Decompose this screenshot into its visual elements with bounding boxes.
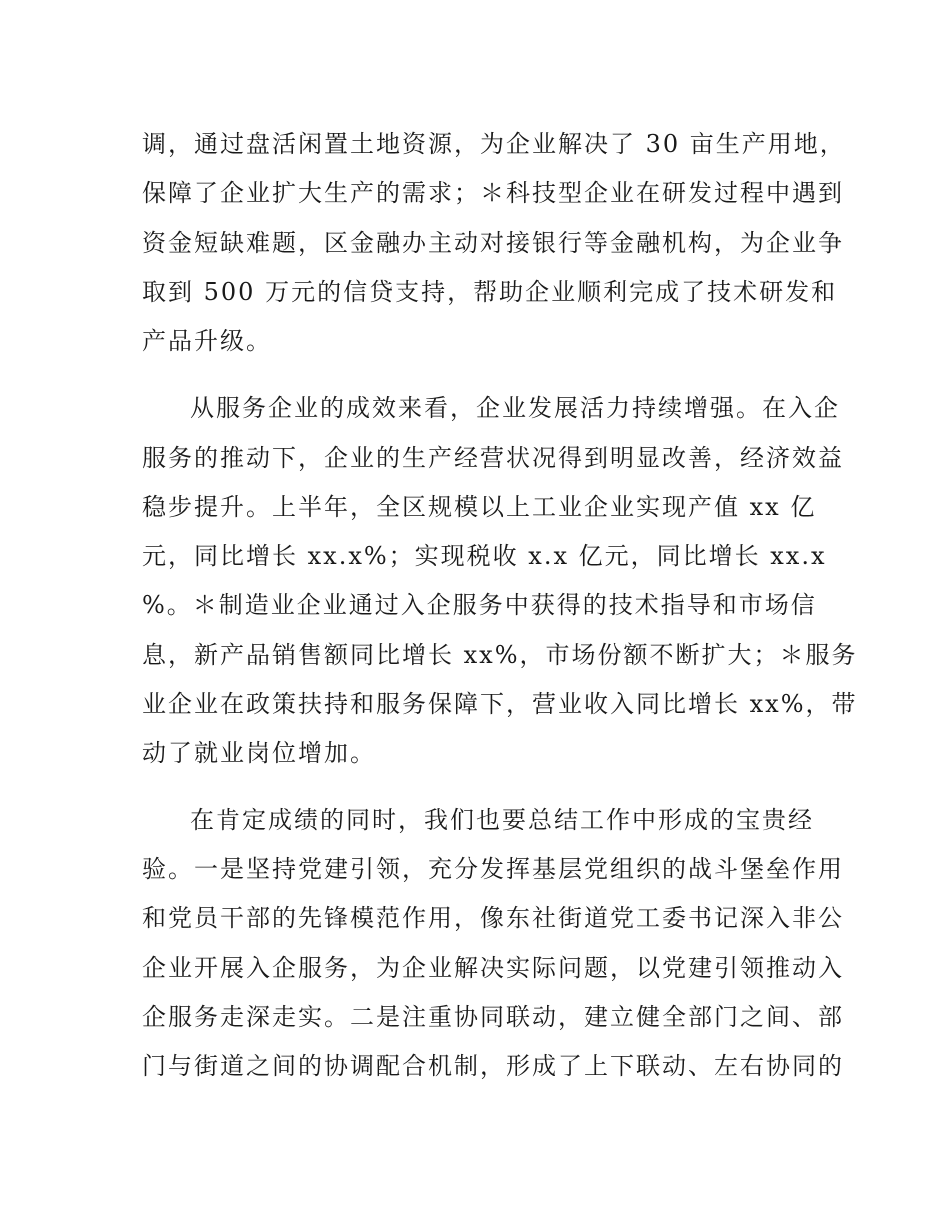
paragraph-2-line-8: 动了就业岗位增加。 [142,739,376,767]
paragraph-3-line-5: 企服务走深走实。二是注重协同联动，建立健全部门之间、部 [142,1003,844,1031]
paragraph-2-line-7: 业企业在政策扶持和服务保障下，营业收入同比增长 xx%，带 [142,690,858,718]
paragraph-1-line-1: 调，通过盘活闲置土地资源，为企业解决了 30 亩生产用地， [142,130,846,158]
paragraph-3-line-4: 企业开展入企服务，为企业解决实际问题，以党建引领推动入 [142,954,844,982]
paragraph-3-line-1: 在肯定成绩的同时，我们也要总结工作中形成的宝贵经 [190,806,814,834]
paragraph-3-line-2: 验。一是坚持党建引领，充分发挥基层党组织的战斗堡垒作用 [142,855,844,883]
paragraph-3-line-6: 门与街道之间的协调配合机制，形成了上下联动、左右协同的 [142,1052,844,1080]
paragraph-3-line-3: 和党员干部的先锋模范作用，像东社街道党工委书记深入非公 [142,904,844,932]
paragraph-2-line-6: 息，新产品销售额同比增长 xx%，市场份额不断扩大；＊服务 [142,641,858,669]
paragraph-2-line-1: 从服务企业的成效来看，企业发展活力持续增强。在入企 [190,394,840,422]
paragraph-1-line-5: 产品升级。 [142,327,272,355]
paragraph-1-line-2: 保障了企业扩大生产的需求；＊科技型企业在研发过程中遇到 [142,179,844,207]
paragraph-2-line-5: %。＊制造业企业通过入企服务中获得的技术指导和市场信 [142,591,817,619]
paragraph-2-line-2: 服务的推动下，企业的生产经营状况得到明显改善，经济效益 [142,444,844,472]
paragraph-2-line-4: 元，同比增长 xx.x%；实现税收 x.x 亿元，同比增长 xx.x [142,542,827,570]
paragraph-2-line-3: 稳步提升。上半年，全区规模以上工业企业实现产值 xx 亿 [142,493,817,521]
paragraph-1-line-4: 取到 500 万元的信贷支持，帮助企业顺利完成了技术研发和 [142,278,838,306]
paragraph-1-line-3: 资金短缺难题，区金融办主动对接银行等金融机构，为企业争 [142,229,844,257]
